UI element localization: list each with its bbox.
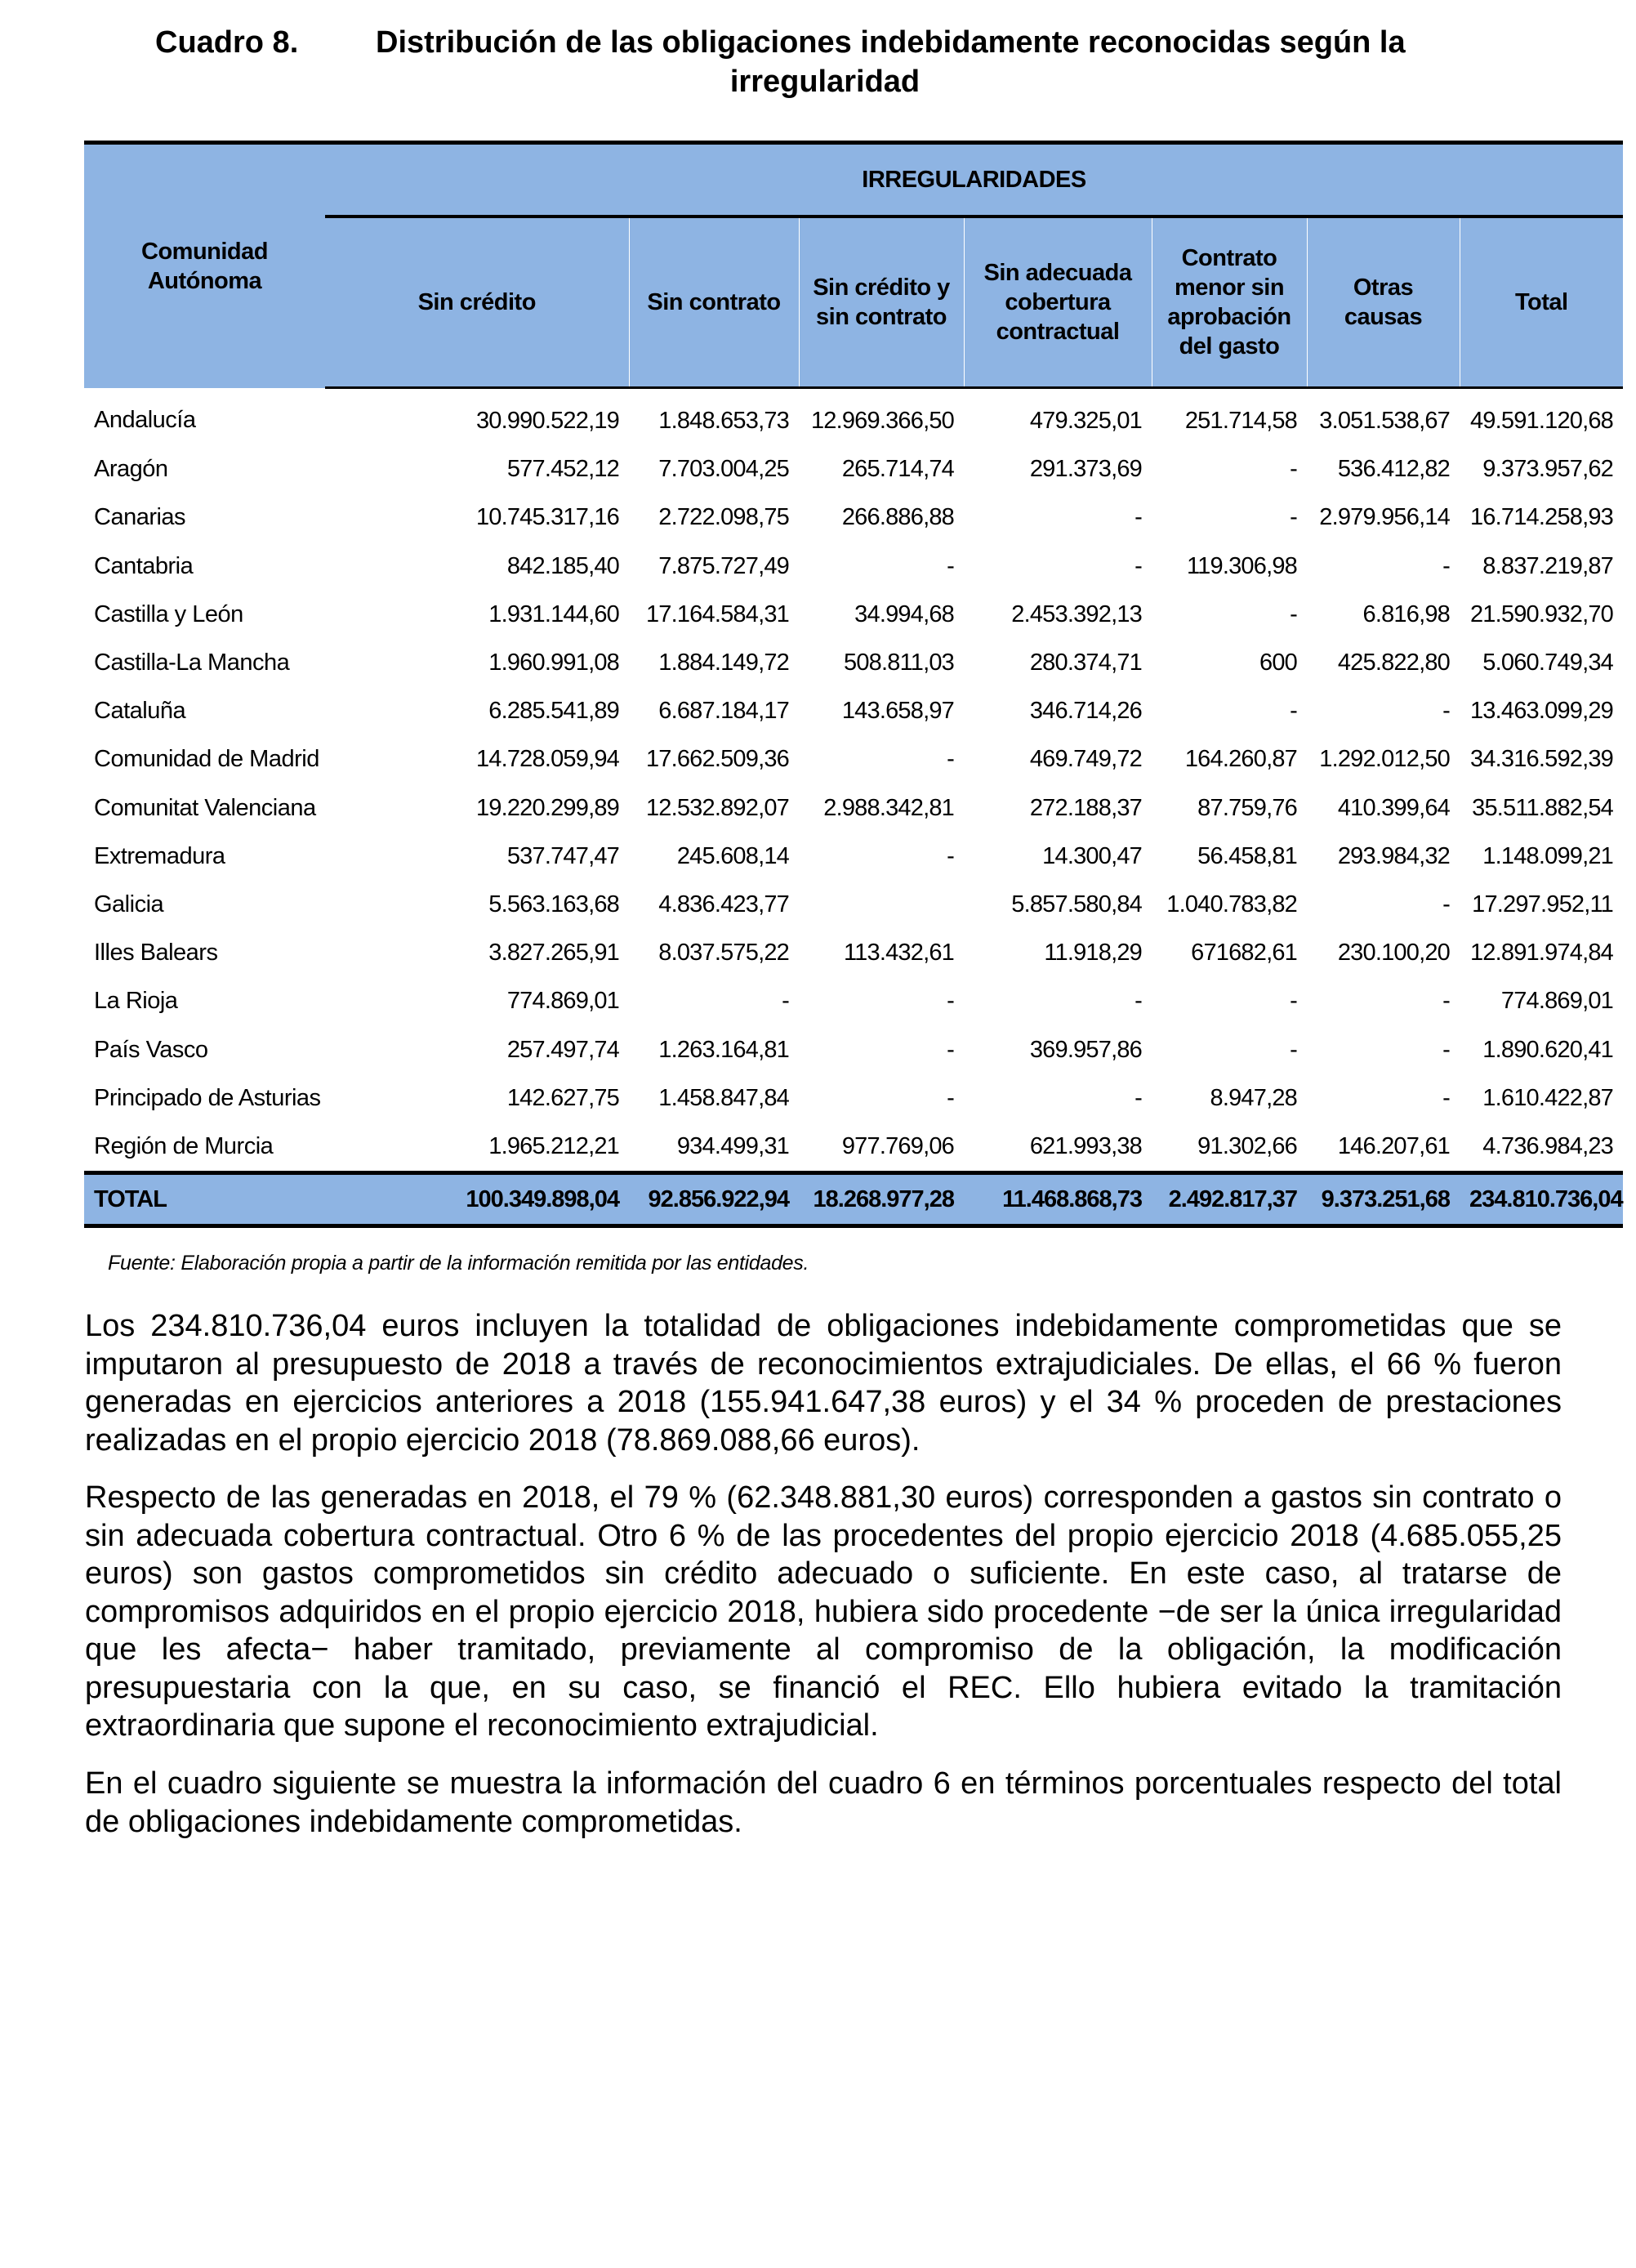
- value-cell: 479.325,01: [1029, 408, 1142, 435]
- value-cell: 469.749,72: [1029, 746, 1142, 773]
- value-cell: 410.399,64: [1337, 794, 1450, 821]
- value-cell: 10.745.317,16: [475, 504, 619, 531]
- header-region: Comunidad Autónoma: [84, 143, 325, 388]
- value-cell: 17.662.509,36: [645, 746, 789, 773]
- value-cell: 16.714.258,93: [1469, 504, 1614, 531]
- value-cell: 8.037.575,22: [658, 940, 789, 967]
- value-cell: 9.373.957,62: [1482, 456, 1614, 483]
- value-cell: 12.969.366,50: [810, 408, 954, 435]
- paragraph-1: Los 234.810.736,04 euros incluyen la totalidad de obligaciones indebidamente comprometidas que se imputaron al presupuesto de 2018 a través de reconocimientos extrajudiciales. De ellas, el 66 % fueron generadas en ejercicios anteriores a 2018 (155.941.647,38 euros) y el 34 % proceden de prestaciones realizadas en el propio ejercicio 2018 (78.869.088,66 euros).: [85, 1309, 1562, 1458]
- value-cell: 4.836.423,77: [658, 891, 789, 917]
- value-cell: 265.714,74: [841, 456, 954, 483]
- value-cell: -: [1290, 600, 1297, 627]
- value-cell: 2.492.817,37: [1152, 1173, 1307, 1226]
- value-cell: -: [1442, 552, 1450, 579]
- value-cell: 5.060.749,34: [1482, 650, 1614, 676]
- region-cell: Castilla y León: [94, 600, 243, 627]
- table-row: [84, 929, 1623, 977]
- region-cell: Extremadura: [94, 842, 225, 869]
- value-cell: 577.452,12: [506, 456, 619, 483]
- header-sin-credito: Sin crédito: [325, 217, 629, 388]
- table-body: [84, 388, 1623, 1226]
- value-cell: 21.590.932,70: [1469, 600, 1614, 627]
- value-cell: 2.988.342,81: [823, 794, 954, 821]
- value-cell: 621.993,38: [1029, 1132, 1142, 1159]
- region-cell: TOTAL: [84, 1173, 325, 1226]
- value-cell: 536.412,82: [1337, 456, 1450, 483]
- table-row: [84, 493, 1623, 542]
- value-cell: 11.918,29: [1044, 940, 1142, 967]
- value-cell: 293.984,32: [1337, 842, 1450, 869]
- region-cell: Comunitat Valenciana: [94, 794, 316, 821]
- paragraph-3: En el cuadro siguiente se muestra la información del cuadro 6 en términos porcentuales respecto del total de obligaciones indebidamente comprometidas.: [85, 1766, 1562, 1839]
- table-row: [84, 388, 1623, 446]
- region-cell: Aragón: [94, 456, 168, 483]
- value-cell: 3.827.265,91: [488, 940, 619, 967]
- table-caption: [82, 23, 1568, 101]
- value-cell: 280.374,71: [1029, 650, 1142, 676]
- value-cell: 143.658,97: [841, 698, 954, 725]
- value-cell: 1.931.144,60: [488, 600, 619, 627]
- value-cell: 92.856.922,94: [629, 1173, 799, 1226]
- value-cell: 1.884.149,72: [658, 650, 789, 676]
- value-cell: 12.891.974,84: [1469, 940, 1614, 967]
- value-cell: -: [1290, 504, 1297, 531]
- table-row: [84, 445, 1623, 493]
- value-cell: 49.591.120,68: [1469, 408, 1614, 435]
- value-cell: -: [1135, 504, 1142, 531]
- table-row: [84, 639, 1623, 687]
- source-note: Fuente: Elaboración propia a partir de la información remitida por las entidades.: [108, 1252, 809, 1275]
- region-cell: Cantabria: [94, 552, 194, 579]
- value-cell: 17.297.952,11: [1472, 891, 1614, 917]
- value-cell: 977.769,06: [841, 1132, 954, 1159]
- value-cell: 113.432,61: [844, 940, 954, 967]
- caption-title-line2: irregularidad: [729, 65, 921, 99]
- region-cell: Andalucía: [94, 407, 196, 434]
- region-cell: Galicia: [94, 891, 164, 917]
- value-cell: 425.822,80: [1337, 650, 1450, 676]
- table-row: [84, 687, 1623, 735]
- value-cell: 2.979.956,14: [1319, 504, 1450, 531]
- value-cell: -: [1442, 1036, 1450, 1063]
- value-cell: 164.260,87: [1184, 746, 1297, 773]
- value-cell: 14.728.059,94: [475, 746, 619, 773]
- value-cell: 17.164.584,31: [645, 600, 789, 627]
- value-cell: 291.373,69: [1029, 456, 1142, 483]
- header-irregularidades: IRREGULARIDADES: [325, 143, 1623, 217]
- header-total: Total: [1460, 217, 1623, 388]
- value-cell: -: [1442, 988, 1450, 1015]
- table-row: [84, 784, 1623, 833]
- value-cell: 9.373.251,68: [1307, 1173, 1460, 1226]
- table-row: [84, 542, 1623, 591]
- value-cell: 1.040.783,82: [1166, 891, 1297, 917]
- region-cell: Comunidad de Madrid: [94, 746, 319, 773]
- value-cell: 934.499,31: [676, 1132, 789, 1159]
- value-cell: 2.453.392,13: [1011, 600, 1142, 627]
- header-otras-causas: Otras causas: [1307, 217, 1460, 388]
- table-row: [84, 833, 1623, 881]
- value-cell: -: [1135, 1084, 1142, 1111]
- value-cell: 245.608,14: [676, 842, 789, 869]
- value-cell: 266.886,88: [841, 504, 954, 531]
- value-cell: -: [947, 552, 954, 579]
- value-cell: 671682,61: [1191, 940, 1297, 967]
- value-cell: 12.532.892,07: [645, 794, 789, 821]
- value-cell: 1.965.212,21: [488, 1132, 619, 1159]
- value-cell: 35.511.882,54: [1472, 794, 1614, 821]
- value-cell: 8.837.219,87: [1482, 552, 1614, 579]
- value-cell: 19.220.299,89: [475, 794, 619, 821]
- value-cell: -: [1442, 891, 1450, 917]
- value-cell: -: [1135, 552, 1142, 579]
- value-cell: 14.300,47: [1042, 842, 1142, 869]
- region-cell: Cataluña: [94, 698, 186, 725]
- region-cell: Illes Balears: [94, 940, 218, 967]
- region-cell: La Rioja: [94, 988, 178, 1015]
- value-cell: 346.714,26: [1029, 698, 1142, 725]
- region-cell: Principado de Asturias: [94, 1084, 321, 1111]
- value-cell: 1.848.653,73: [658, 408, 789, 435]
- value-cell: 251.714,58: [1184, 408, 1297, 435]
- value-cell: -: [1290, 698, 1297, 725]
- value-cell: 5.857.580,84: [1011, 891, 1142, 917]
- value-cell: 4.736.984,23: [1482, 1132, 1614, 1159]
- table-row: [84, 591, 1623, 639]
- region-cell: Canarias: [94, 504, 186, 531]
- value-cell: -: [1135, 988, 1142, 1015]
- header-contrato-menor: Contrato menor sin aprobación del gasto: [1152, 217, 1307, 388]
- value-cell: 7.703.004,25: [658, 456, 789, 483]
- value-cell: 1.148.099,21: [1482, 842, 1614, 869]
- table-row: [84, 977, 1623, 1025]
- value-cell: 56.458,81: [1197, 842, 1297, 869]
- value-cell: 6.285.541,89: [488, 698, 619, 725]
- region-cell: Castilla-La Mancha: [94, 650, 290, 676]
- caption-number: Cuadro 8.: [155, 25, 299, 60]
- value-cell: 1.960.991,08: [488, 650, 619, 676]
- value-cell: 1.610.422,87: [1482, 1084, 1614, 1111]
- value-cell: -: [1442, 698, 1450, 725]
- value-cell: 6.687.184,17: [658, 698, 789, 725]
- value-cell: -: [947, 1036, 954, 1063]
- value-cell: 600: [1259, 650, 1297, 676]
- total-row: [84, 1173, 1623, 1226]
- value-cell: 1.292.012,50: [1319, 746, 1450, 773]
- value-cell: -: [1290, 988, 1297, 1015]
- value-cell: 1.458.847,84: [658, 1084, 789, 1111]
- value-cell: 257.497,74: [506, 1036, 619, 1063]
- value-cell: 1.890.620,41: [1482, 1036, 1614, 1063]
- value-cell: 142.627,75: [506, 1084, 619, 1111]
- value-cell: 6.816,98: [1362, 600, 1450, 627]
- value-cell: 537.747,47: [506, 842, 619, 869]
- value-cell: 774.869,01: [1500, 988, 1614, 1015]
- obligations-table: [84, 141, 1623, 1228]
- value-cell: -: [1442, 1084, 1450, 1111]
- value-cell: 2.722.098,75: [658, 504, 789, 531]
- table-row: [84, 1025, 1623, 1074]
- value-cell: 8.947,28: [1210, 1084, 1297, 1111]
- caption-title-line1: Distribución de las obligaciones indebidamente reconocidas según la: [376, 25, 1406, 60]
- table-row: [84, 735, 1623, 784]
- value-cell: 842.185,40: [506, 552, 619, 579]
- value-cell: -: [947, 1084, 954, 1111]
- value-cell: 34.994,68: [854, 600, 954, 627]
- value-cell: 1.263.164,81: [658, 1036, 789, 1063]
- value-cell: 34.316.592,39: [1469, 746, 1614, 773]
- paragraph-2: Respecto de las generadas en 2018, el 79 % (62.348.881,30 euros) corresponden a gastos sin contrato o sin adecuada cobertura contractual. Otro 6 % de las procedentes del propio ejercicio 2018 (4.685.055,25 euros) son gastos comprometidos sin crédito adecuado o suficiente. En este caso, al tratarse de compromisos adquiridos en el propio ejercicio 2018, hubiera sido procedente −de ser la única irregularidad que les afecta− haber tramitado, previamente al compromiso de la obligación, la modificación presupuestaria con la que, en su caso, se financió el REC. Ello hubiera evitado la tramitación extraordinaria que supone el reconocimiento extrajudicial.: [85, 1480, 1562, 1743]
- table-row: [84, 1123, 1623, 1173]
- value-cell: 18.268.977,28: [799, 1173, 964, 1226]
- value-cell: -: [947, 988, 954, 1015]
- value-cell: 234.810.736,04: [1460, 1173, 1623, 1226]
- table-row: [84, 881, 1623, 929]
- value-cell: -: [947, 842, 954, 869]
- value-cell: 91.302,66: [1197, 1132, 1297, 1159]
- value-cell: 87.759,76: [1197, 794, 1297, 821]
- value-cell: 369.957,86: [1029, 1036, 1142, 1063]
- value-cell: 3.051.538,67: [1319, 408, 1450, 435]
- value-cell: 7.875.727,49: [658, 552, 789, 579]
- value-cell: 13.463.099,29: [1469, 698, 1614, 725]
- value-cell: 230.100,20: [1337, 940, 1450, 967]
- value-cell: 508.811,03: [844, 650, 954, 676]
- value-cell: 30.990.522,19: [475, 408, 619, 435]
- region-cell: País Vasco: [94, 1036, 208, 1063]
- value-cell: 5.563.163,68: [488, 891, 619, 917]
- value-cell: -: [782, 988, 789, 1015]
- value-cell: 272.188,37: [1029, 794, 1142, 821]
- value-cell: 11.468.868,73: [964, 1173, 1152, 1226]
- value-cell: -: [947, 746, 954, 773]
- header-sin-credito-y-contrato: Sin crédito y sin contrato: [799, 217, 964, 388]
- value-cell: 774.869,01: [506, 988, 619, 1015]
- value-cell: 119.306,98: [1187, 552, 1297, 579]
- value-cell: 146.207,61: [1337, 1132, 1450, 1159]
- header-sin-contrato: Sin contrato: [629, 217, 799, 388]
- value-cell: -: [1290, 1036, 1297, 1063]
- value-cell: 100.349.898,04: [325, 1173, 629, 1226]
- header-sin-adecuada-cobertura: Sin adecuada cobertura contractual: [964, 217, 1152, 388]
- value-cell: -: [1290, 456, 1297, 483]
- region-cell: Región de Murcia: [94, 1132, 274, 1159]
- table-row: [84, 1074, 1623, 1123]
- value-cell: [799, 881, 964, 929]
